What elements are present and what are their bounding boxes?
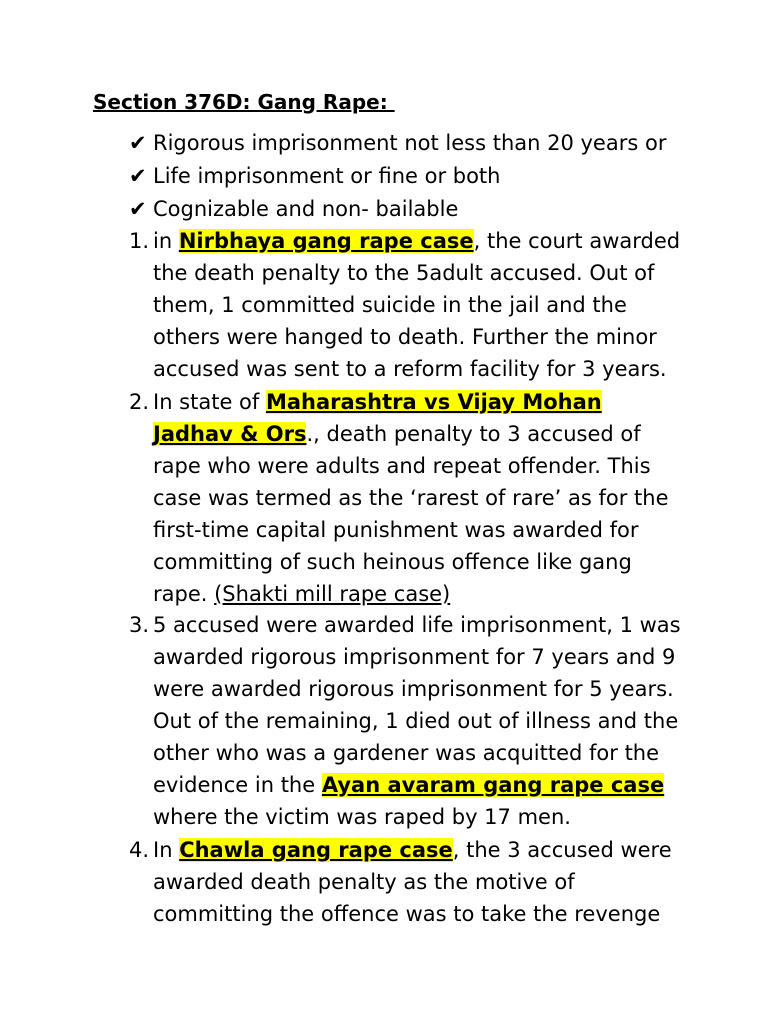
list-number: 1. [129, 229, 150, 253]
item-text: In state of [153, 390, 266, 414]
item-text: in [153, 229, 179, 253]
item-text: In [153, 838, 180, 862]
bullet-text: Rigorous imprisonment not less than 20 years or [153, 131, 667, 155]
check-mark-icon: ✔ [129, 164, 147, 188]
list-item [153, 386, 688, 610]
list-number: 3. [129, 613, 150, 637]
bullet-item [129, 128, 666, 158]
case-name-highlight: Chawla gang rape case [179, 838, 453, 862]
case-name-highlight: Maharashtra vs Vijay Mohan Jadhav & Ors [153, 390, 602, 446]
case-name-highlight: Nirbhaya gang rape case [178, 229, 474, 253]
list-item [153, 225, 688, 385]
list-number: 4. [129, 838, 150, 862]
bullet-text: Life imprisonment or fine or both [153, 164, 501, 188]
check-mark-icon: ✔ [129, 131, 147, 155]
bullet-item [129, 194, 458, 224]
item-text: ., death penalty to 3 accused of rape who were adults and repeat offender. This case was termed as the ‘rarest of rare’ as for the first-time capital punishment was awarded for committing of such heinous offence like gang rape. [153, 422, 669, 606]
list-item [153, 834, 688, 930]
bullet-text: Cognizable and non- bailable [153, 197, 459, 221]
list-number: 2. [129, 390, 150, 414]
check-mark-icon: ✔ [129, 197, 147, 221]
section-heading: Section 376D: Gang Rape: [93, 90, 395, 114]
list-item [153, 609, 688, 833]
bullet-item [129, 161, 500, 191]
item-text: 5 accused were awarded life imprisonment, 1 was awarded rigorous imprisonment for 7 years and 9 were awarded rigorous imprisonment for 5 years. Out of the remaining, 1 died out of illness and the other who was a gardener was acquitted for the evidence in the [153, 613, 681, 797]
case-note: (Shakti mill rape case) [214, 582, 451, 606]
item-text: where the victim was raped by 17 men. [153, 805, 571, 829]
item-text: , the 3 accused were awarded death penalty as the motive of committing the offence was to take the revenge [153, 838, 672, 926]
case-name-highlight: Ayan avaram gang rape case [321, 773, 665, 797]
item-text: , the court awarded the death penalty to the 5adult accused. Out of them, 1 committed suicide in the jail and the others were hanged to death. Further the minor accused was sent to a reform facility for 3 years. [153, 229, 681, 381]
